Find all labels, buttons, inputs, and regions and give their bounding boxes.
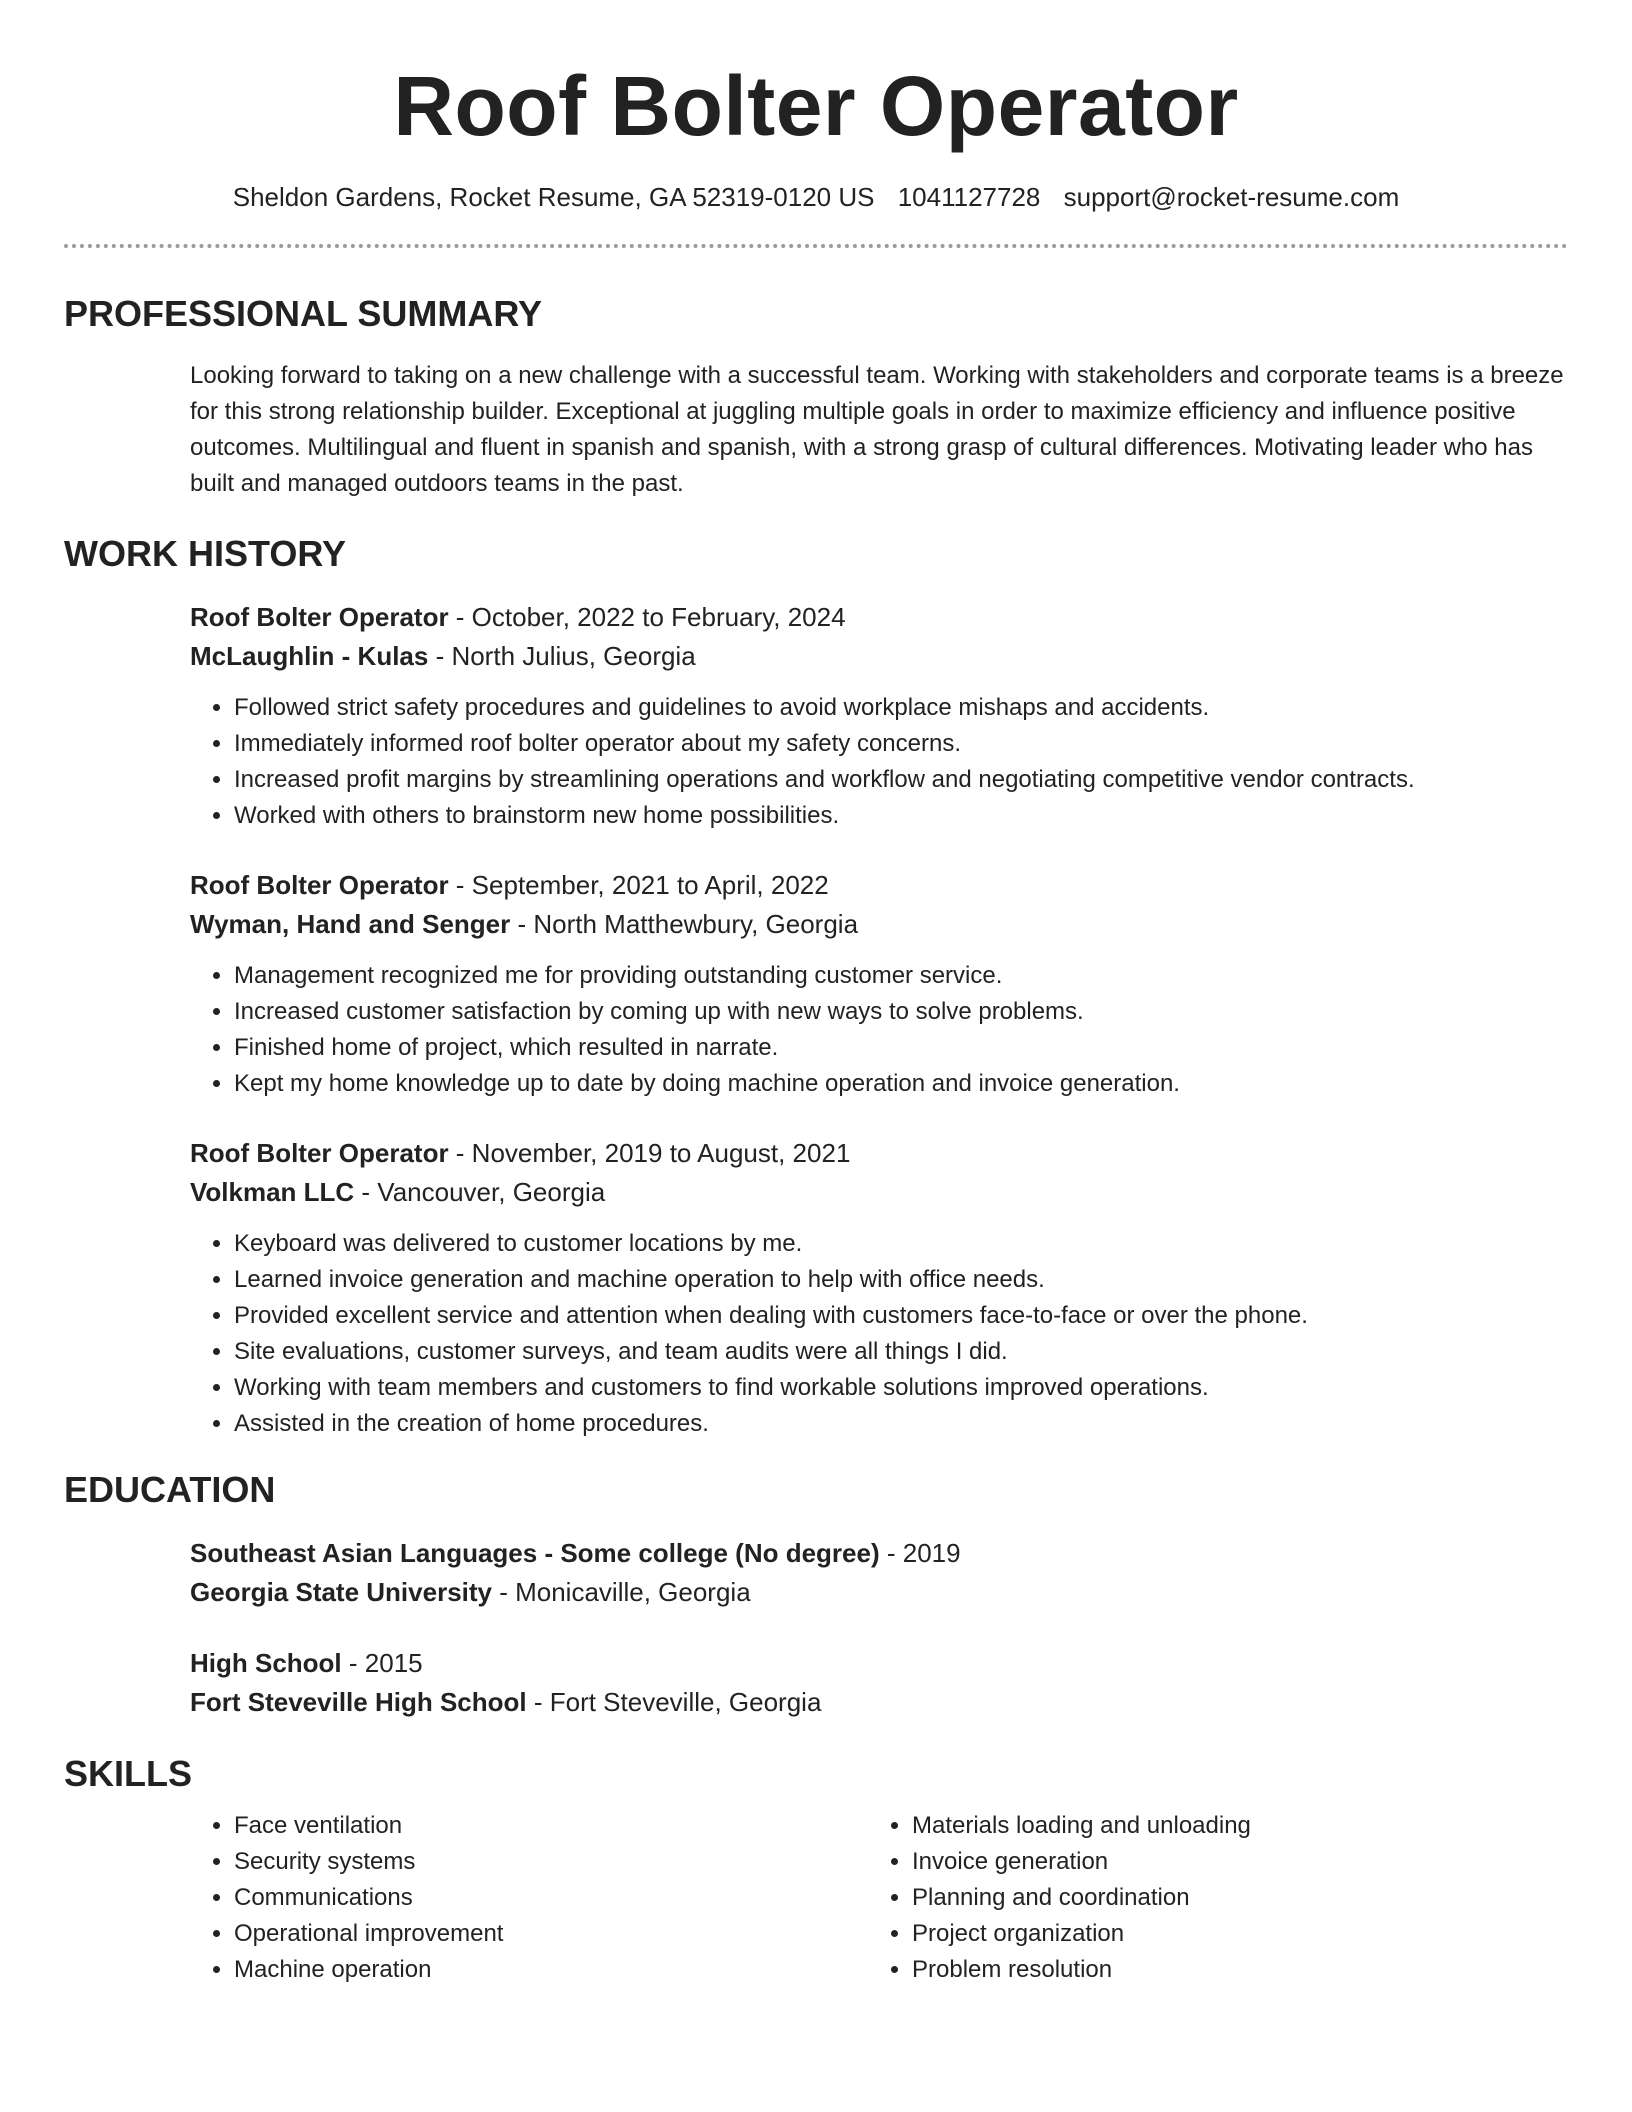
job-entry xyxy=(190,1134,1568,1442)
job-dates: - November, 2019 to August, 2021 xyxy=(448,1138,851,1168)
job-location: - North Julius, Georgia xyxy=(428,641,696,671)
job-title-line xyxy=(190,866,1568,905)
contact-line xyxy=(64,180,1568,214)
job-bullet: • Increased profit margins by streamlining operations and workflow and negotiating competitive vendor contracts. xyxy=(234,762,1568,798)
job-bullets xyxy=(190,958,1568,1102)
work-history-heading: WORK HISTORY xyxy=(64,533,347,574)
job-dates: - September, 2021 to April, 2022 xyxy=(448,870,829,900)
job-title-line xyxy=(190,1134,1568,1173)
education-degree: Southeast Asian Languages - Some college (No degree) xyxy=(190,1538,880,1568)
education-year: - 2015 xyxy=(341,1648,423,1678)
job-bullet: • Working with team members and customers to find workable solutions improved operations. xyxy=(234,1370,1568,1406)
resume-page xyxy=(64,0,1568,1988)
job-bullet: • Increased customer satisfaction by coming up with new ways to solve problems. xyxy=(234,994,1568,1030)
skill-item: • Invoice generation xyxy=(912,1844,1512,1880)
skills-column-left xyxy=(190,1808,868,1988)
skills-heading: SKILLS xyxy=(64,1753,193,1794)
skill-item: • Communications xyxy=(234,1880,868,1916)
education-entry xyxy=(190,1534,1568,1612)
job-company: Volkman LLC xyxy=(190,1177,355,1207)
job-company-line xyxy=(190,637,1568,676)
contact-phone: 1041127728 xyxy=(897,182,1041,212)
education-degree-line xyxy=(190,1534,1568,1573)
job-bullet: • Management recognized me for providing outstanding customer service. xyxy=(234,958,1568,994)
job-bullet: • Kept my home knowledge up to date by doing machine operation and invoice generation. xyxy=(234,1066,1568,1102)
header-divider xyxy=(64,244,1568,248)
skill-item: • Planning and coordination xyxy=(912,1880,1512,1916)
skill-item: • Project organization xyxy=(912,1916,1512,1952)
job-title-line xyxy=(190,598,1568,637)
skill-item: • Materials loading and unloading xyxy=(912,1808,1512,1844)
education-degree-line xyxy=(190,1644,1568,1683)
job-location: - North Matthewbury, Georgia xyxy=(510,909,859,939)
job-bullets xyxy=(190,1226,1568,1442)
job-role: Roof Bolter Operator xyxy=(190,870,449,900)
education-location: - Fort Steveville, Georgia xyxy=(526,1687,822,1717)
job-bullet: • Provided excellent service and attention when dealing with customers face-to-face or over the phone. xyxy=(234,1298,1568,1334)
education-school: Fort Steveville High School xyxy=(190,1687,527,1717)
skills-list xyxy=(190,1808,1568,1988)
job-company: Wyman, Hand and Senger xyxy=(190,909,511,939)
job-role: Roof Bolter Operator xyxy=(190,1138,449,1168)
skill-item: • Security systems xyxy=(234,1844,868,1880)
job-company-line xyxy=(190,905,1568,944)
job-bullet: • Worked with others to brainstorm new home possibilities. xyxy=(234,798,1568,834)
job-dates: - October, 2022 to February, 2024 xyxy=(448,602,846,632)
education-heading: EDUCATION xyxy=(64,1469,276,1510)
job-bullet: • Site evaluations, customer surveys, and team audits were all things I did. xyxy=(234,1334,1568,1370)
resume-name: Roof Bolter Operator xyxy=(393,59,1239,153)
education-degree: High School xyxy=(190,1648,342,1678)
job-bullet: • Learned invoice generation and machine operation to help with office needs. xyxy=(234,1262,1568,1298)
summary-heading: PROFESSIONAL SUMMARY xyxy=(64,293,543,334)
job-company: McLaughlin - Kulas xyxy=(190,641,429,671)
contact-email: support@rocket-resume.com xyxy=(1063,182,1400,212)
skill-item: • Machine operation xyxy=(234,1952,868,1988)
skill-item: • Problem resolution xyxy=(912,1952,1512,1988)
job-entry xyxy=(190,598,1568,834)
education-year: - 2019 xyxy=(879,1538,961,1568)
contact-address: Sheldon Gardens, Rocket Resume, GA 52319-0120 US xyxy=(232,182,875,212)
job-bullets xyxy=(190,690,1568,834)
job-company-line xyxy=(190,1173,1568,1212)
education-entry xyxy=(190,1644,1568,1722)
job-entry xyxy=(190,866,1568,1102)
job-bullet: • Immediately informed roof bolter operator about my safety concerns. xyxy=(234,726,1568,762)
skill-item: • Operational improvement xyxy=(234,1916,868,1952)
job-bullet: • Followed strict safety procedures and guidelines to avoid workplace mishaps and accidents. xyxy=(234,690,1568,726)
education-location: - Monicaville, Georgia xyxy=(492,1577,751,1607)
skills-column-right xyxy=(868,1808,1512,1988)
education-school-line xyxy=(190,1573,1568,1612)
job-location: - Vancouver, Georgia xyxy=(354,1177,606,1207)
education-school: Georgia State University xyxy=(190,1577,492,1607)
job-bullet: • Assisted in the creation of home procedures. xyxy=(234,1406,1568,1442)
summary-text: Looking forward to taking on a new challenge with a successful team. Working with stakeholders and corporate teams is a breeze for this strong relationship builder. Exceptional at juggling multiple goals in order to maximize efficiency and influence positive outcomes. Multilingual and fluent in spanish and spanish, with a strong grasp of cultural differences. Motivating leader who has built and managed outdoors teams in the past. xyxy=(190,362,1564,497)
job-bullet: • Finished home of project, which resulted in narrate. xyxy=(234,1030,1568,1066)
skill-item: • Face ventilation xyxy=(234,1808,868,1844)
job-bullet: • Keyboard was delivered to customer locations by me. xyxy=(234,1226,1568,1262)
job-role: Roof Bolter Operator xyxy=(190,602,449,632)
education-school-line xyxy=(190,1683,1568,1722)
